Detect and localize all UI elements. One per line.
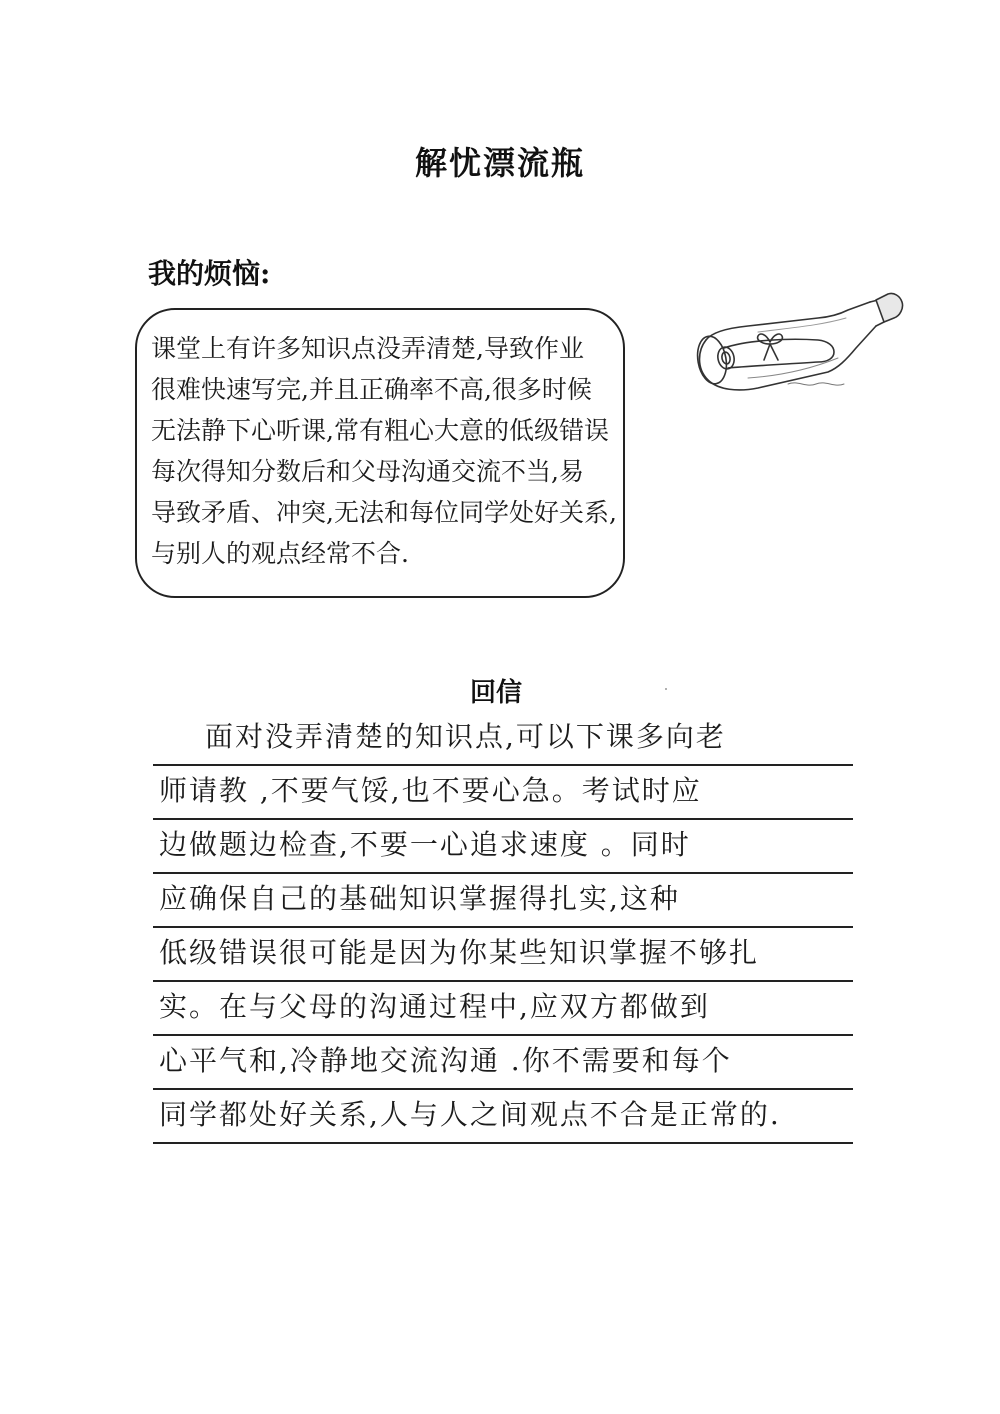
reply-line: 实。在与父母的沟通过程中,应双方都做到 [153, 982, 853, 1036]
reply-line: 师请教 ,不要气馁,也不要心急。考试时应 [153, 766, 853, 820]
scan-speck [665, 688, 667, 690]
reply-line: 心平气和,冷静地交流沟通 .你不需要和每个 [153, 1036, 853, 1090]
worries-heading: 我的烦恼: [148, 257, 271, 290]
worries-line: 很难快速写完,并且正确率不高,很多时候 [151, 375, 592, 404]
reply-heading: 回信 [470, 678, 523, 708]
worries-box [135, 308, 625, 598]
reply-line: 同学都处好关系,人与人之间观点不合是正常的. [153, 1090, 853, 1144]
worries-line: 课堂上有许多知识点没弄清楚,导致作业 [151, 334, 584, 363]
reply-line: 应确保自己的基础知识掌握得扎实,这种 [153, 874, 853, 928]
message-in-bottle-icon [688, 288, 908, 403]
reply-line: 低级错误很可能是因为你某些知识掌握不够扎 [153, 928, 853, 982]
reply-body [153, 712, 853, 1144]
worries-line: 与别人的观点经常不合. [151, 539, 409, 568]
worries-line: 无法静下心听课,常有粗心大意的低级错误 [151, 416, 609, 445]
reply-line: 边做题边检查,不要一心追求速度 。同时 [153, 820, 853, 874]
page-title: 解忧漂流瓶 [414, 144, 585, 182]
reply-line: 面对没弄清楚的知识点,可以下课多向老 [153, 712, 853, 766]
worries-line: 导致矛盾、冲突,无法和每位同学处好关系, [151, 498, 617, 527]
worries-line: 每次得知分数后和父母沟通交流不当,易 [151, 457, 584, 486]
